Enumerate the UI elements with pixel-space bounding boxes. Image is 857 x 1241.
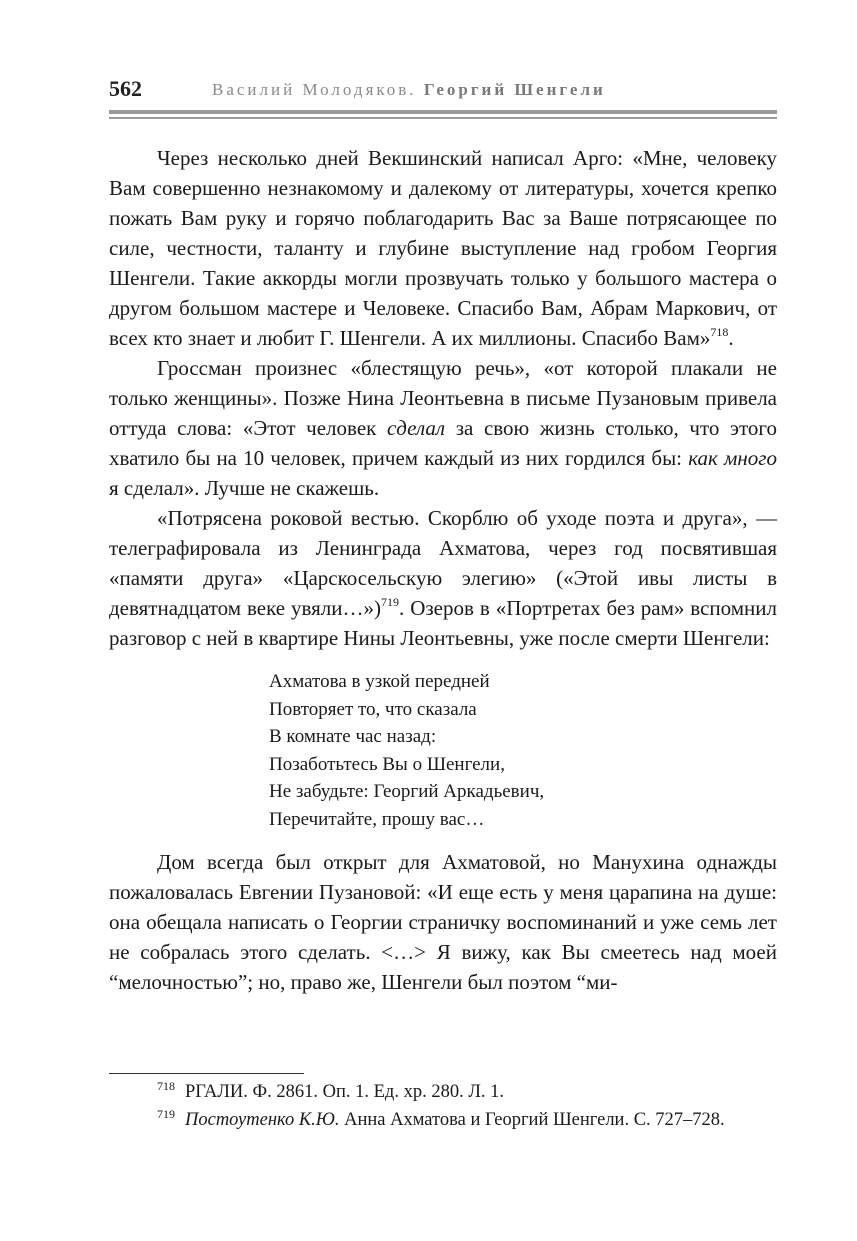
poem-line: Ахматова в узкой передней [269,671,490,692]
footnote-text: РГАЛИ. Ф. 2861. Оп. 1. Ед. хр. 280. Л. 1. [185,1082,504,1102]
running-header [109,76,777,104]
paragraph-2-italic-1: сделал [386,416,446,440]
footnote-number: 718 [157,1079,175,1093]
page-number: 562 [109,76,142,101]
footnotes [109,1079,777,1135]
footnote-text: Анна Ахматова и Георгий Шенгели. С. 727–728. [339,1110,725,1130]
paragraph-2-text-c: я сделал». Лучше не скажешь. [109,476,380,500]
paragraph-3-text-b: . Озеров в «Портретах без рам» вспомнил разговор с ней в квартире Нины Леонтьевны, уже после смерти Шенгели: [109,596,777,650]
header-rule-thin [109,117,777,119]
footnote-ref-718[interactable]: 718 [710,325,729,339]
poem-line: Перечитайте, прошу вас… [269,808,485,830]
poem-line: Позаботьтесь Вы о Шенгели, [269,753,505,775]
main-text [109,143,777,997]
footnote-718 [109,1079,777,1107]
footnote-719 [109,1107,777,1135]
paragraph-3-text-a: «Потрясена роковой вестью. Скорблю об уходе поэта и друга», — телеграфировала из Ленинграда Ахматова, через год посвятившая «памяти друга» «Царскосельскую элегию» («Этой ивы листы в девятнадцатом веке увяли…») [109,506,777,620]
paragraph-2-italic-2: как много [688,446,777,470]
paragraph-3 [109,503,777,653]
poem-line: Повторяет то, что сказала [269,698,477,720]
running-author: Василий Молодяков. [212,80,417,99]
footnote-author: Постоутенко К.Ю. [185,1110,340,1130]
running-book-title: Георгий Шенгели [423,80,606,99]
footnote-rule [109,1073,304,1074]
paragraph-2-text-b: за свою жизнь столько, что этого хватило бы на 10 человек, причем каждый из них гордился бы: [109,416,778,470]
footnote-ref-719[interactable]: 719 [381,595,400,609]
footnote-number: 719 [157,1107,175,1121]
paragraph-4 [109,847,777,997]
poem-line: В комнате час назад: [269,726,437,747]
paragraph-4-text: Дом всегда был открыт для Ахматовой, но Манухина однажды пожаловалась Евгении Пузановой: «И еще есть у меня царапина на душе: она обещала написать о Георгии страничку воспоминаний и уже семь лет не собралась этого сделать. <…> Я вижу, как Вы смеетесь над моей “мелочностью”; но, право же, Шенгели был поэтом “ми- [109,850,777,994]
running-title [212,80,606,100]
paragraph-1-text: Через несколько дней Векшинский написал Арго: «Мне, человеку Вам совершенно незнакомому и далекому от литературы, хочется крепко пожать Вам руку и горячо поблагодарить Вас за Ваше потрясающее по силе, честности, таланту и глубине выступление над гробом Георгия Шенгели. Такие аккорды могли прозвучать только у большого мастера о другом большом мастере и Человеке. Спасибо Вам, Абрам Маркович, от всех кто знает и любит Г. Шенгели. А их миллионы. Спасибо Вам» [109,146,777,350]
paragraph-1 [109,143,777,353]
poem-line: Не забудьте: Георгий Аркадьевич, [269,781,545,802]
header-rule-thick [109,110,777,114]
paragraph-2 [109,353,777,503]
paragraph-1-end: . [728,326,734,350]
poem-quote [269,668,777,833]
paragraph-2-text-a: Гроссман произнес «блестящую речь», «от которой плакали не только женщины». Позже Нина Леонтьевна в письме Пузановым привела оттуда слова: «Этот человек [109,356,777,440]
